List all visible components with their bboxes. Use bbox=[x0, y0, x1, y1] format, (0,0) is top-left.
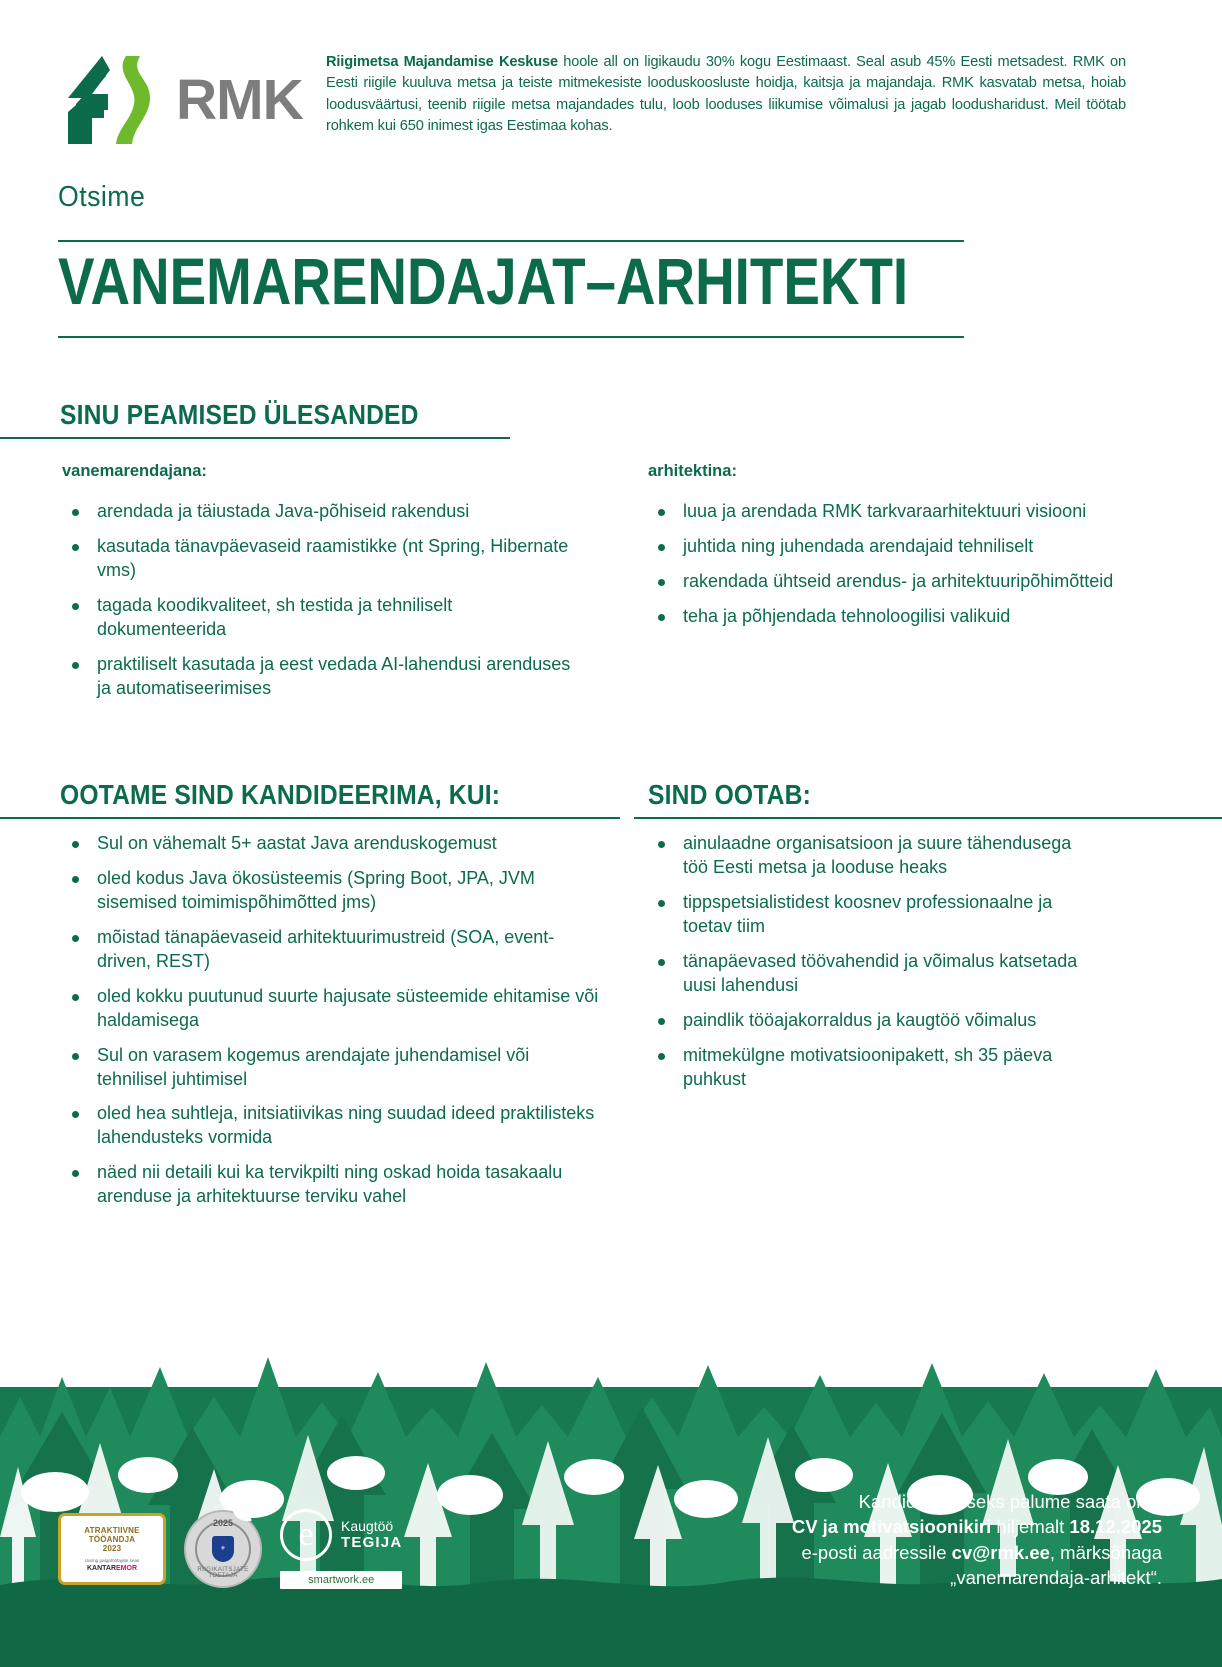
contact-line-3 bbox=[642, 1540, 1162, 1566]
contact-line-2 bbox=[642, 1514, 1162, 1540]
contact-keyword: „vanemarendaja-arhitekt“. bbox=[950, 1567, 1162, 1589]
badge-subtext: Uuring palgatöötajate seas bbox=[84, 1558, 140, 1564]
rmk-logo-mark bbox=[58, 52, 170, 148]
list-item: Sul on varasem kogemus arendajate juhendamisel või tehnilisel juhtimisel bbox=[62, 1044, 602, 1092]
title-rule-bottom bbox=[58, 336, 964, 338]
section-heading-offer: SIND OOTAB: bbox=[648, 779, 812, 810]
list-item: tippspetsialistidest koosnev professionaalne ja toetav tiim bbox=[648, 891, 1098, 939]
badge-line-1: ATRAKTIIVNE bbox=[84, 1525, 140, 1535]
intro-paragraph bbox=[326, 52, 1126, 138]
badge-remote-work bbox=[280, 1509, 402, 1589]
list-item: mõistad tänapäevaseid arhitektuurimustreid (SOA, event-driven, REST) bbox=[62, 926, 602, 974]
seal-year: 2025 bbox=[212, 1518, 234, 1528]
contact-cv-label: CV ja motivatsioonikiri bbox=[791, 1516, 992, 1538]
list-item: luua ja arendada RMK tarkvaraarhitektuuri visiooni bbox=[648, 500, 1118, 524]
estonia-coat-of-arms-icon: ⚜ bbox=[212, 1536, 234, 1562]
contact-l2-mid: hiljemalt bbox=[991, 1516, 1070, 1538]
remote-line-2: TEGIJA bbox=[341, 1534, 403, 1552]
contact-email[interactable]: cv@rmk.ee bbox=[951, 1541, 1050, 1563]
kaugtoo-e-icon: e bbox=[280, 1509, 332, 1561]
list-item: mitmekülgne motivatsioonipakett, sh 35 päeva puhkust bbox=[648, 1044, 1098, 1092]
title-rule-top bbox=[58, 240, 964, 242]
list-item: juhtida ning juhendada arendajaid tehniliselt bbox=[648, 535, 1118, 559]
badge-reservist-supporter bbox=[184, 1510, 262, 1588]
rmk-logo bbox=[58, 52, 318, 148]
list-architect-tasks bbox=[648, 500, 1118, 640]
intro-body: hoole all on ligikaudu 30% kogu Eestimaast. Seal asub 45% Eesti metsadest. RMK on Eesti riigile kuuluva metsa ja teiste mitmekesiste looduskoosluste hoidja, kaitsja ja majandaja. RMK kasvatab metsa, hoiab loodusväärtusi, teenib riigile metsa majandades tulu, loob looduses liikumise võimalusi ja jagab loodusharidust. Meil töötab rohkem kui 650 inimest igas Eestimaa kohas. bbox=[326, 54, 1126, 135]
section-rule-offer bbox=[634, 817, 1222, 819]
list-item: oled hea suhtleja, initsiatiivikas ning suudad ideed praktilisteks lahendusteks vormida bbox=[62, 1102, 602, 1150]
list-developer-tasks bbox=[62, 500, 582, 712]
list-item: praktiliselt kasutada ja eest vedada AI-lahendusi arenduses ja automatiseerimises bbox=[62, 653, 582, 701]
section-rule-expectations bbox=[0, 817, 620, 819]
forest-svg bbox=[0, 1237, 1222, 1667]
smartwork-url: smartwork.ee bbox=[280, 1571, 402, 1589]
subheading-architect: arhitektina: bbox=[648, 462, 737, 480]
list-item: teha ja põhjendada tehnoloogilisi valikuid bbox=[648, 605, 1118, 629]
list-item: paindlik tööajakorraldus ja kaugtöö võimalus bbox=[648, 1009, 1098, 1033]
page-header bbox=[0, 52, 1222, 172]
badge-attractive-employer bbox=[58, 1513, 166, 1585]
list-item: rakendada ühtseid arendus- ja arhitektuuripõhimõtteid bbox=[648, 570, 1118, 594]
list-item: kasutada tänavpäevaseid raamistikke (nt Spring, Hibernate vms) bbox=[62, 535, 582, 583]
emor-label: EMOR bbox=[116, 1565, 138, 1573]
forest-illustration bbox=[0, 1237, 1222, 1667]
eyebrow-label: Otsime bbox=[58, 181, 146, 213]
intro-lead: Riigimetsa Majandamise Keskuse bbox=[326, 54, 558, 70]
list-item: ainulaadne organisatsioon ja suure tähendusega töö Eesti metsa ja looduse heaks bbox=[648, 832, 1098, 880]
subheading-developer: vanemarendajana: bbox=[62, 462, 207, 480]
kantar-label: KANTAR bbox=[86, 1565, 117, 1573]
section-heading-tasks: SINU PEAMISED ÜLESANDED bbox=[60, 399, 419, 430]
badge-line-2: TÖÖANDJA bbox=[88, 1534, 136, 1544]
rmk-logo-text: RMK bbox=[176, 67, 303, 132]
seal-arc-text: RIIGIKAITSJATE TOETAJA bbox=[197, 1567, 249, 1579]
list-item: arendada ja täiustada Java-põhiseid rakendusi bbox=[62, 500, 582, 524]
section-rule-tasks bbox=[0, 437, 510, 439]
list-item: Sul on vähemalt 5+ aastat Java arenduskogemust bbox=[62, 832, 602, 856]
remote-line-1: Kaugtöö bbox=[341, 1517, 394, 1534]
footer-badges bbox=[58, 1509, 402, 1589]
list-item: oled kodus Java ökosüsteemis (Spring Boot, JPA, JVM sisemised toimimispõhimõtted jms) bbox=[62, 867, 602, 915]
contact-deadline: 18.12.2025 bbox=[1069, 1516, 1162, 1538]
list-item: näed nii detaili kui ka tervikpilti ning oskad hoida tasakaalu arenduse ja arhitektuurse terviku vahel bbox=[62, 1161, 602, 1209]
contact-line-1: Kandideerimiseks palume saata oma bbox=[858, 1490, 1162, 1512]
contact-l3-pre: e-posti aadressile bbox=[801, 1541, 952, 1563]
list-expectations bbox=[62, 832, 602, 1220]
page-title: VANEMARENDAJAT–ARHITEKTI bbox=[58, 244, 909, 318]
badge-line-3: 2023 bbox=[102, 1544, 122, 1554]
contact-block bbox=[642, 1489, 1162, 1591]
list-item: tagada koodikvaliteet, sh testida ja tehniliselt dokumenteerida bbox=[62, 594, 582, 642]
list-offer bbox=[648, 832, 1098, 1102]
list-item: tänapäevased töövahendid ja võimalus katsetada uusi lahendusi bbox=[648, 950, 1098, 998]
section-heading-expectations: OOTAME SIND KANDIDEERIMA, KUI: bbox=[60, 779, 501, 810]
list-item: oled kokku puutunud suurte hajusate süsteemide ehitamise või haldamisega bbox=[62, 985, 602, 1033]
contact-l3-post: , märksõnaga bbox=[1049, 1541, 1162, 1563]
